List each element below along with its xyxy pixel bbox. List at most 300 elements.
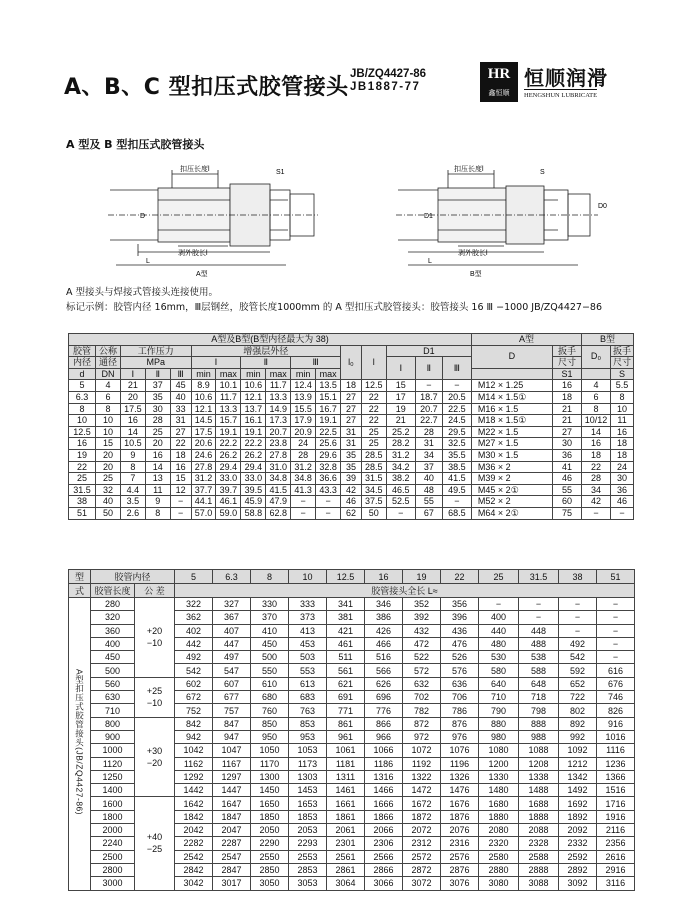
table-cell: 976 [441,730,479,743]
table-cell: 10.6 [191,391,216,403]
table-cell: 22 [170,438,191,450]
table-cell: 3066 [365,877,403,890]
table-cell: 46 [611,496,634,508]
table-cell: 826 [597,704,635,717]
table-cell: 6 [582,391,611,403]
table-cell: 561 [327,664,365,677]
table-cell: 322 [175,598,213,611]
table-cell: 37 [145,380,170,392]
table-cell: 2576 [441,850,479,863]
table-cell: 676 [597,677,635,690]
table-cell: 15.5 [291,403,316,415]
table-cell: 2566 [365,850,403,863]
h-min-3: min [291,368,316,380]
table-cell: 330 [251,598,289,611]
table-cell: 21 [552,415,581,427]
table-cell: 3042 [175,877,213,890]
table-cell: 691 [327,691,365,704]
table-cell: 2042 [175,824,213,837]
table-cell: 20.6 [191,438,216,450]
table-cell: 992 [559,730,597,743]
table-cell: 2293 [289,837,327,850]
table-cell: − [597,598,635,611]
table-cell: 40 [170,391,191,403]
table-cell: 373 [289,611,327,624]
table-cell: 1167 [213,757,251,770]
table-cell: 538 [519,651,559,664]
table-cell: 31.2 [291,461,316,473]
table-cell: 1322 [403,770,441,783]
table-cell: 2061 [327,824,365,837]
table-cell: 346 [365,598,403,611]
table-cell: 41.5 [266,484,291,496]
table-cell: 13.3 [216,403,241,415]
b-s-label: S [540,169,545,176]
h-D: D [471,345,552,368]
dimension-table [68,333,634,520]
table-cell: 25.2 [386,426,415,438]
table-row [69,438,634,450]
h-nominal: 公称 [96,345,121,357]
table-cell: 34.8 [266,473,291,485]
table-cell: 29.6 [316,449,341,461]
table-cell: 407 [213,624,251,637]
table-cell: M16 × 1.5 [471,403,552,415]
h-inner: 内径 [69,357,96,369]
table-cell: 1066 [365,744,403,757]
table-cell: 14 [120,426,145,438]
table-cell: 36 [552,449,581,461]
table-cell: 880 [479,717,519,730]
table-cell: 782 [403,704,441,717]
tolerance-lower: −10 [146,698,163,709]
table-cell: 1876 [441,810,479,823]
table-cell: 1196 [441,757,479,770]
table-row [69,473,634,485]
table-cell: − [597,651,635,664]
table-cell: 31.5 [361,473,386,485]
table-cell: 1076 [441,744,479,757]
table-cell: 757 [213,704,251,717]
table-cell: 25 [69,473,96,485]
table-cell: 3088 [519,877,559,890]
table-cell: 31 [341,438,362,450]
table-cell: 2572 [403,850,441,863]
b-length-label: L [428,258,432,265]
table-cell: 28.2 [386,438,415,450]
h-hose-length: 胶管长度 [91,584,135,598]
b-strip-length-label: 剥外胶长l [458,250,488,257]
table-cell: 626 [365,677,403,690]
table-cell: 28 [415,426,442,438]
table-cell: 2076 [441,824,479,837]
table-cell: 861 [327,717,365,730]
table-cell: 31.2 [386,449,415,461]
table-cell: 14.9 [266,403,291,415]
table-cell: 497 [213,651,251,664]
table-cell: 341 [327,598,365,611]
table-cell: 1692 [559,797,597,810]
h-d1: D1 [386,345,471,357]
table-cell: 30 [611,473,634,485]
table-cell: 550 [251,664,289,677]
table-cell: − [316,507,341,519]
table-cell: 2553 [289,850,327,863]
table-cell: 2088 [519,824,559,837]
table-cell: 33.0 [241,473,266,485]
table-cell: 42 [341,484,362,496]
table-cell: 4 [582,380,611,392]
table-cell: 2616 [597,850,635,863]
table-cell: 8 [582,403,611,415]
table-cell: 41.5 [442,473,471,485]
table-cell: M18 × 1.5① [471,415,552,427]
table-cell: 710 [479,691,519,704]
table-cell: 972 [403,730,441,743]
table-cell: 2287 [213,837,251,850]
table-cell: 15 [386,380,415,392]
table-cell: − [316,496,341,508]
table-cell: 48 [415,484,442,496]
table-cell: 38.2 [386,473,415,485]
table-cell: 8 [69,403,96,415]
hose-length-cell: 450 [91,651,135,664]
size-header: 22 [441,570,479,584]
table-cell: 18 [341,380,362,392]
table-cell: M64 × 2① [471,507,552,519]
table-cell: 20.9 [291,426,316,438]
table-cell: 24.6 [191,449,216,461]
table-row [69,380,634,392]
table-cell: 1186 [365,757,403,770]
a-strip-length-label: 剥外胶长l [178,250,208,257]
h-layer-3: Ⅲ [291,357,341,369]
table-cell: 421 [327,624,365,637]
table-cell: 15.1 [316,391,341,403]
h-l0: l₀ [341,345,362,380]
table-cell: 1047 [213,744,251,757]
table-cell: 2888 [519,863,559,876]
table-cell: 8 [96,403,121,415]
table-cell: 1666 [365,797,403,810]
table-cell: 602 [175,677,213,690]
table-cell: 29.4 [216,461,241,473]
table-cell: 2542 [175,850,213,863]
tolerance-cell [135,677,175,717]
table-cell: 1516 [597,784,635,797]
table-cell: 49.5 [442,484,471,496]
table-cell: 516 [365,651,403,664]
table-cell: 47.9 [266,496,291,508]
length-table-body [69,570,635,891]
table-cell: 1042 [175,744,213,757]
table-cell: 1472 [403,784,441,797]
table-cell: 580 [479,664,519,677]
table-cell: − [519,611,559,624]
table-cell: 2080 [479,824,519,837]
table-cell: 786 [441,704,479,717]
table-cell: 1297 [213,770,251,783]
table-cell: 526 [441,651,479,664]
table-cell: 1476 [441,784,479,797]
table-cell: 947 [213,730,251,743]
hose-length-cell: 2500 [91,850,135,863]
logo-mark [480,62,518,102]
table-cell: 961 [327,730,365,743]
table-cell: 32.8 [316,461,341,473]
standard-code-1: JB/ZQ4427-86 [350,68,427,80]
h-max-2: max [266,368,291,380]
table-cell: 37 [415,461,442,473]
table-cell: 1326 [441,770,479,783]
table-cell: 1672 [403,797,441,810]
table-cell: 18 [611,438,634,450]
table-cell: 530 [479,651,519,664]
h-layer-2: Ⅱ [241,357,291,369]
standard-code-2: JB1887-77 [350,81,421,93]
h-tolerance: 公 差 [135,584,175,598]
a-length-label: L [146,258,150,265]
table-cell: 1088 [519,744,559,757]
h-p1: Ⅰ [120,368,145,380]
size-header: 10 [289,570,327,584]
table-cell: 2850 [251,863,289,876]
table-cell: 1080 [479,744,519,757]
table-cell: 888 [519,717,559,730]
h-pressure: 工作压力 [120,345,191,357]
table-cell: 8 [145,507,170,519]
table-cell: 57.0 [191,507,216,519]
table-cell: 3017 [213,877,251,890]
table-cell: 9 [145,496,170,508]
table-row [69,797,635,810]
table-cell: 36.6 [316,473,341,485]
table-cell: 2861 [327,863,365,876]
table-cell: 1303 [289,770,327,783]
table-cell: 38.5 [442,461,471,473]
table-cell: 652 [559,677,597,690]
table-cell: 776 [365,704,403,717]
hose-length-cell: 320 [91,611,135,624]
table-cell: − [611,507,634,519]
table-cell: 10 [96,415,121,427]
table-cell: 472 [403,637,441,650]
hose-length-cell: 1250 [91,770,135,783]
table-cell: 1173 [289,757,327,770]
table-cell: 12.5 [361,380,386,392]
table-cell: 27.8 [191,461,216,473]
table-cell: 953 [289,730,327,743]
tolerance-lower: −20 [146,758,163,769]
table-cell: 22 [582,461,611,473]
table-cell: 10 [611,403,634,415]
table-cell: 28 [582,473,611,485]
hose-length-cell: 1800 [91,810,135,823]
hose-length-cell: 500 [91,664,135,677]
h-layer-1: Ⅰ [191,357,241,369]
table-row [69,717,635,730]
table-cell: 2561 [327,850,365,863]
table-cell: 511 [327,651,365,664]
table-cell: 43.3 [316,484,341,496]
table-cell: 1200 [479,757,519,770]
table-cell: 28 [291,449,316,461]
table-cell: 17.9 [291,415,316,427]
hose-length-cell: 900 [91,730,135,743]
hose-length-cell: 630 [91,691,135,704]
table-cell: 31 [341,426,362,438]
table-cell: 1300 [251,770,289,783]
table-cell: 31 [415,438,442,450]
table-cell: 34.8 [291,473,316,485]
table-cell: 746 [597,691,635,704]
table-cell: 45.9 [241,496,266,508]
h-size-a: 尺寸 [552,357,581,369]
hose-length-cell: 560 [91,677,135,690]
table-cell: 10 [69,415,96,427]
table-row [69,598,635,611]
table-cell: 50 [96,507,121,519]
table-cell: 3092 [559,877,597,890]
h-d0-blank [582,368,611,380]
table-cell: 20 [145,438,170,450]
table-cell: 2880 [479,863,519,876]
table-cell: 892 [559,717,597,730]
table-cell: 1892 [559,810,597,823]
marking-example: 标记示例：胶管内径 16mm，Ⅲ层钢丝，胶管长度1000mm 的 A 型扣压式胶管接头：胶管接头 16 Ⅲ −1000 JB/ZQ4427−86 [66,302,602,313]
fitting-diagram [108,160,648,280]
table-cell: 25 [361,438,386,450]
table-cell: 613 [289,677,327,690]
table-cell: M39 × 2 [471,473,552,485]
table-cell: 576 [441,664,479,677]
table-cell: 492 [175,651,213,664]
table-cell: 1888 [519,810,559,823]
table-cell: 35 [341,449,362,461]
table-cell: 588 [519,664,559,677]
table-cell: 722 [559,691,597,704]
table-cell: 27.8 [266,449,291,461]
table-cell: − [442,380,471,392]
table-cell: − [291,507,316,519]
table-cell: 522 [403,651,441,664]
header-a-type: A型 [471,334,581,346]
table-cell: 1092 [559,744,597,757]
header-b-type: B型 [582,334,634,346]
table-cell: 10.6 [241,380,266,392]
table-cell: 1453 [289,784,327,797]
table-cell: 2.6 [120,507,145,519]
table-cell: 50 [361,507,386,519]
table-cell: 15 [96,438,121,450]
table-cell: 13.5 [316,380,341,392]
table-cell: 3050 [251,877,289,890]
table-cell: 2320 [479,837,519,850]
table-row [69,496,634,508]
table-cell: 14 [145,461,170,473]
table-cell: − [597,611,635,624]
hose-length-cell: 1000 [91,744,135,757]
size-header: 31.5 [519,570,559,584]
hose-length-cell: 400 [91,637,135,650]
table-cell: 400 [479,611,519,624]
table-cell: 58.8 [241,507,266,519]
table-cell: 13.7 [241,403,266,415]
table-cell: 13 [145,473,170,485]
table-cell: 2047 [213,824,251,837]
table-cell: 13.9 [291,391,316,403]
table-cell: 760 [251,704,289,717]
table-cell: 632 [403,677,441,690]
table-cell: 2312 [403,837,441,850]
table-cell: 19 [386,403,415,415]
hose-length-cell: 360 [91,624,135,637]
table-cell: 26.2 [241,449,266,461]
h-style: 式 [69,584,91,598]
table-cell: 370 [251,611,289,624]
dimension-table-header [69,334,634,380]
table-cell: 492 [559,637,597,650]
table-cell: 14.5 [191,415,216,427]
table-cell: 1480 [479,784,519,797]
table-cell: 426 [365,624,403,637]
tolerance-upper: +25 [146,686,163,697]
table-cell: 55 [415,496,442,508]
table-cell: 16 [170,461,191,473]
table-cell: 15 [170,473,191,485]
table-cell: 553 [289,664,327,677]
h-dn: DN [96,368,121,380]
h-min-1: min [191,368,216,380]
table-cell: 2592 [559,850,597,863]
table-cell: 16 [69,438,96,450]
size-header: 16 [365,570,403,584]
table-cell: 352 [403,598,441,611]
table-cell: 2842 [175,863,213,876]
table-cell: 1342 [559,770,597,783]
table-cell: 1016 [597,730,635,743]
table-cell: 1192 [403,757,441,770]
h-mpa: MPa [120,357,191,369]
table-cell: 503 [289,651,327,664]
table-cell: 46 [341,496,362,508]
table-row [69,461,634,473]
size-header: 5 [175,570,213,584]
h-D-blank [471,368,552,380]
table-cell: 1492 [559,784,597,797]
table-cell: 790 [479,704,519,717]
b-d0-label: D0 [598,203,607,210]
standard-codes [350,68,426,94]
table-cell: 37.5 [361,496,386,508]
table-row [69,677,635,690]
table-cell: 22.2 [216,438,241,450]
table-cell: 1236 [597,757,635,770]
table-cell: 1916 [597,810,635,823]
tolerance-upper: +30 [146,746,163,757]
table-cell: 10/12 [582,415,611,427]
table-cell: 1661 [327,797,365,810]
tolerance-lower: −25 [146,844,163,855]
size-header: 8 [251,570,289,584]
table-cell: 28.5 [361,449,386,461]
table-cell: M14 × 1.5① [471,391,552,403]
table-cell: 39 [341,473,362,485]
table-cell: 51 [69,507,96,519]
table-cell: 1330 [479,770,519,783]
logo-mark-subtext: 鑫恒顺 [488,89,510,97]
table-cell: 592 [559,664,597,677]
